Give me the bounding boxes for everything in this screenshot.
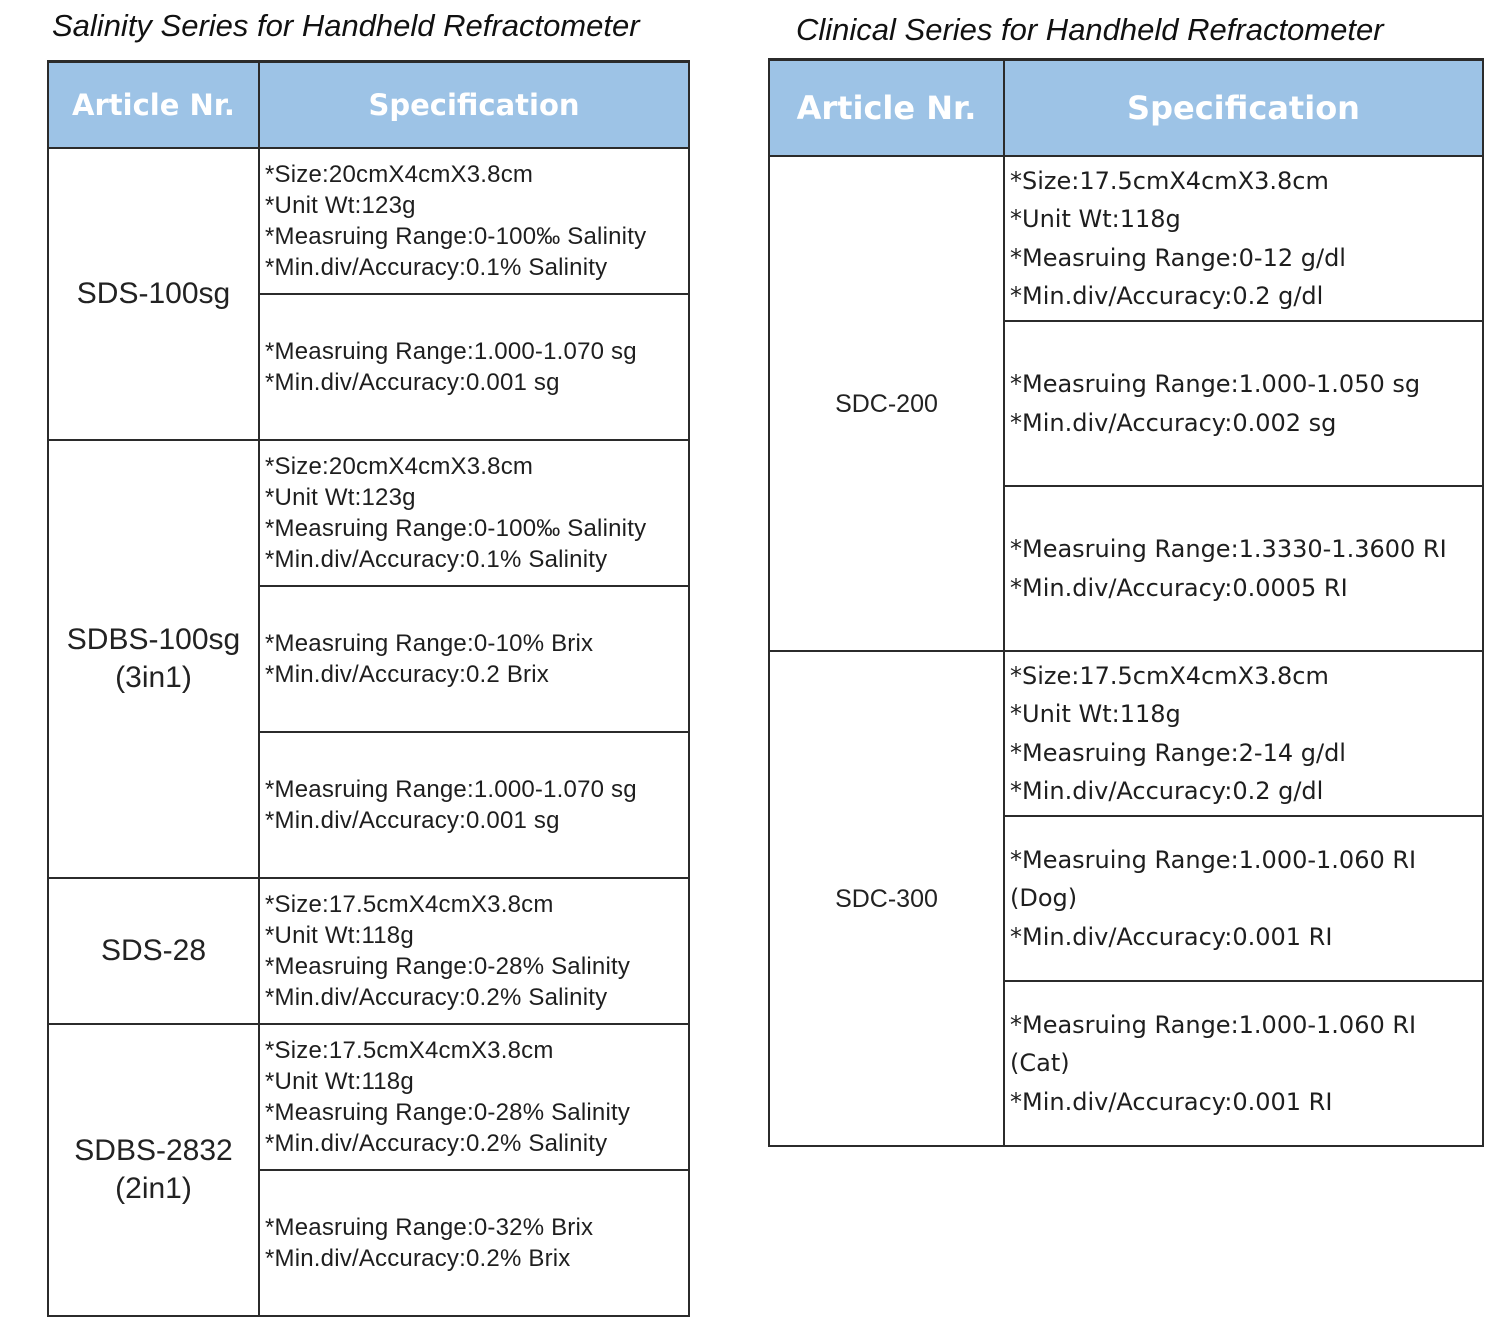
spec-line: *Min.div/Accuracy:0.002 sg — [1010, 408, 1337, 437]
table-row — [48, 440, 689, 586]
table-row — [769, 651, 1483, 816]
spec-line: *Min.div/Accuracy:0.2 g/dl — [1010, 282, 1324, 310]
article-number-header: Article Nr. — [769, 60, 1004, 157]
spec-line: *Unit Wt:118g — [265, 922, 414, 949]
spec-line: *Min.div/Accuracy:0.001 sg — [265, 369, 560, 396]
spec-line: *Unit Wt:123g — [265, 484, 416, 511]
specification-cell — [1004, 816, 1483, 981]
spec-line: *Unit Wt:123g — [265, 192, 416, 219]
specification-cell — [1004, 156, 1483, 321]
specification-header: Specification — [1004, 60, 1483, 157]
spec-line: *Measruing Range:1.000-1.050 sg — [1010, 370, 1421, 398]
specification-cell — [1004, 981, 1483, 1146]
spec-line: *Size:17.5cmX4cmX3.8cm — [1010, 661, 1329, 690]
spec-line: *Unit Wt:118g — [1010, 205, 1181, 233]
spec-line: *Measruing Range:0-28% Salinity — [265, 1099, 631, 1126]
article-number-cell: SDBS-2832 (2in1) — [48, 1024, 259, 1316]
spec-line: *Size:20cmX4cmX3.8cm — [265, 453, 534, 480]
spec-line: *Measruing Range:2-14 g/dl — [1010, 738, 1346, 767]
table-row — [769, 156, 1483, 321]
table-row — [48, 1024, 689, 1170]
article-number-header: Article Nr. — [48, 62, 259, 149]
article-number-cell: SDC-300 — [769, 651, 1004, 1146]
specification-cell — [1004, 486, 1483, 651]
clinical-series-title: Clinical Series for Handheld Refractometer — [796, 12, 1384, 47]
spec-line: *Min.div/Accuracy:0.2 Brix — [265, 661, 549, 688]
spec-line: *Measruing Range:0-32% Brix — [265, 1214, 594, 1241]
spec-line: *Min.div/Accuracy:0.0005 RI — [1010, 573, 1348, 602]
spec-line: *Measruing Range:1.000-1.060 RI — [1010, 1010, 1417, 1039]
spec-line: *Min.div/Accuracy:0.2% Brix — [265, 1245, 571, 1272]
spec-line: *Measruing Range:1.000-1.060 RI — [1010, 845, 1417, 874]
spec-line: *Size:17.5cmX4cmX3.8cm — [265, 891, 554, 918]
spec-line: *Min.div/Accuracy:0.001 RI — [1010, 1087, 1333, 1116]
spec-line: *Min.div/Accuracy:0.2% Salinity — [265, 984, 608, 1011]
article-number-cell: SDS-100sg — [48, 148, 259, 440]
salinity-spec-table — [47, 60, 690, 1317]
spec-line: *Unit Wt:118g — [265, 1068, 414, 1095]
specification-header: Specification — [259, 62, 689, 149]
spec-line: *Measruing Range:0-12 g/dl — [1010, 243, 1346, 272]
spec-line: *Min.div/Accuracy:0.1% Salinity — [265, 254, 608, 281]
article-number-cell: SDC-200 — [769, 156, 1004, 651]
spec-line: *Min.div/Accuracy:0.1% Salinity — [265, 546, 608, 573]
specification-cell — [259, 586, 689, 732]
spec-line: (Dog) — [1010, 884, 1078, 913]
table-row — [48, 878, 689, 1024]
header-row — [769, 60, 1483, 157]
article-number-cell: SDBS-100sg (3in1) — [48, 440, 259, 878]
spec-line: *Measruing Range:1.000-1.070 sg — [265, 776, 637, 803]
specification-cell — [259, 878, 689, 1024]
spec-line: *Measruing Range:1.000-1.070 sg — [265, 338, 637, 365]
specification-cell — [259, 1170, 689, 1316]
specification-cell — [1004, 651, 1483, 816]
spec-line: *Min.div/Accuracy:0.2 g/dl — [1010, 777, 1324, 805]
spec-line: *Min.div/Accuracy:0.001 sg — [265, 807, 560, 834]
spec-line: *Min.div/Accuracy:0.2% Salinity — [265, 1130, 608, 1157]
specification-cell — [259, 1024, 689, 1170]
specification-cell — [1004, 321, 1483, 486]
table-row — [48, 148, 689, 294]
specification-cell — [259, 294, 689, 440]
salinity-table-body — [48, 148, 689, 1316]
spec-line: *Size:17.5cmX4cmX3.8cm — [265, 1037, 554, 1064]
specification-cell — [259, 148, 689, 294]
specification-cell — [259, 732, 689, 878]
spec-line: *Size:17.5cmX4cmX3.8cm — [1010, 166, 1329, 195]
spec-line: (Cat) — [1010, 1049, 1070, 1078]
article-number-cell: SDS-28 — [48, 878, 259, 1024]
spec-line: *Size:20cmX4cmX3.8cm — [265, 161, 534, 188]
header-row — [48, 62, 689, 149]
clinical-spec-table — [768, 58, 1484, 1147]
spec-line: *Min.div/Accuracy:0.001 RI — [1010, 922, 1333, 951]
spec-line: *Unit Wt:118g — [1010, 700, 1181, 728]
spec-line: *Measruing Range:0-28% Salinity — [265, 953, 631, 980]
clinical-table-body — [769, 156, 1483, 1146]
spec-line: *Measruing Range:0-100‰ Salinity — [265, 223, 647, 250]
specification-cell — [259, 440, 689, 586]
spec-line: *Measruing Range:0-10% Brix — [265, 630, 594, 657]
spec-line: *Measruing Range:0-100‰ Salinity — [265, 515, 647, 542]
salinity-series-title: Salinity Series for Handheld Refractometer — [52, 8, 640, 43]
spec-line: *Measruing Range:1.3330-1.3600 RI — [1010, 535, 1447, 563]
